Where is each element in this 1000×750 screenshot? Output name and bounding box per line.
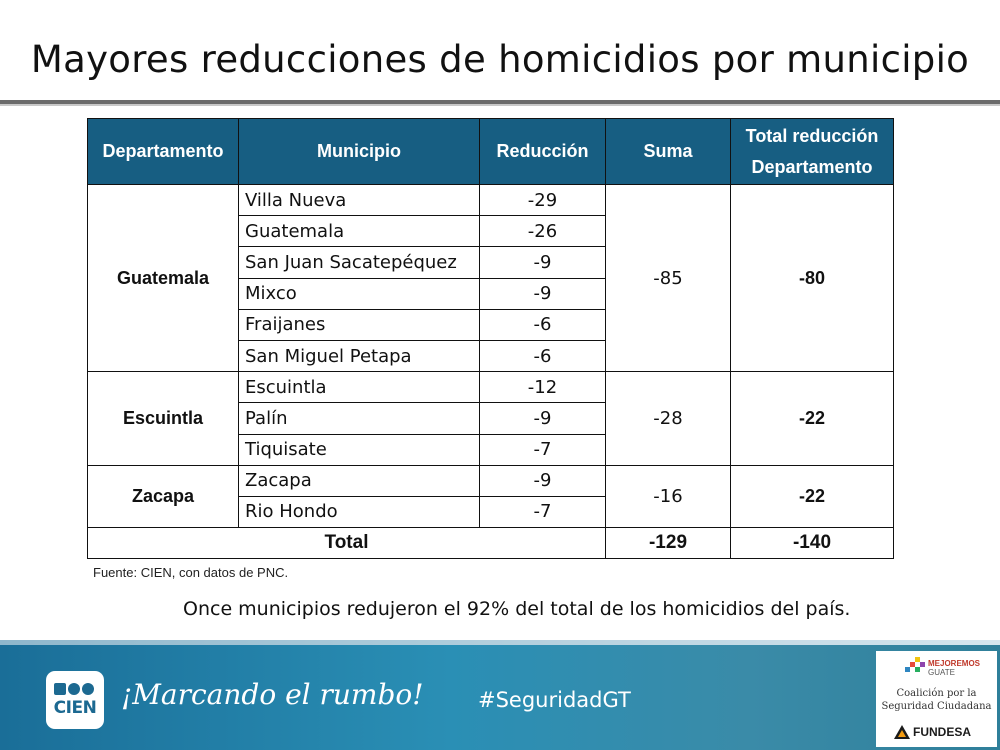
header-total-reduccion: Total reducción Departamento xyxy=(731,119,894,185)
reduccion-cell: -7 xyxy=(480,496,606,527)
municipio-cell: Villa Nueva xyxy=(239,185,480,216)
header-suma: Suma xyxy=(606,119,731,185)
source-note: Fuente: CIEN, con datos de PNC. xyxy=(93,565,289,580)
table-row xyxy=(88,465,894,496)
header-municipio: Municipio xyxy=(239,119,480,185)
homicide-reduction-table xyxy=(87,118,894,559)
total-suma: -129 xyxy=(606,528,731,559)
total-departamento-cell: -80 xyxy=(731,185,894,372)
coalicion-line2: Seguridad Ciudadana xyxy=(881,701,992,712)
table-row xyxy=(88,372,894,403)
cien-logo-text: CIEN xyxy=(53,698,97,718)
mejoremos-line2: GUATE xyxy=(928,668,955,677)
municipio-cell: Escuintla xyxy=(239,372,480,403)
table-header-row xyxy=(88,119,894,185)
suma-cell: -85 xyxy=(606,185,731,372)
municipio-cell: Tiquisate xyxy=(239,434,480,465)
cien-logo-mark xyxy=(54,682,96,696)
departamento-cell: Guatemala xyxy=(88,185,239,372)
table-row xyxy=(88,185,894,216)
mejoremos-line1: MEJOREMOS xyxy=(928,659,981,668)
municipio-cell: San Miguel Petapa xyxy=(239,340,480,371)
coalicion-line1: Coalición por la xyxy=(896,688,977,699)
departamento-cell: Zacapa xyxy=(88,465,239,527)
tagline: ¡Marcando el rumbo! xyxy=(121,678,424,711)
total-reduccion: -140 xyxy=(731,528,894,559)
reduccion-cell: -7 xyxy=(480,434,606,465)
partner-logo-box xyxy=(876,651,997,747)
header-reduccion: Reducción xyxy=(480,119,606,185)
fundesa-icon xyxy=(894,725,910,739)
municipio-cell: San Juan Sacatepéquez xyxy=(239,247,480,278)
reduccion-cell: -29 xyxy=(480,185,606,216)
suma-cell: -16 xyxy=(606,465,731,527)
departamento-cell: Escuintla xyxy=(88,372,239,466)
slide-title: Mayores reducciones de homicidios por municipio xyxy=(30,38,970,81)
fundesa-text: FUNDESA xyxy=(913,725,972,739)
mejoremos-guate-icon xyxy=(905,657,925,675)
total-row xyxy=(88,528,894,559)
municipio-cell: Zacapa xyxy=(239,465,480,496)
reduccion-cell: -6 xyxy=(480,340,606,371)
reduccion-cell: -12 xyxy=(480,372,606,403)
municipio-cell: Rio Hondo xyxy=(239,496,480,527)
reduccion-cell: -9 xyxy=(480,278,606,309)
municipio-cell: Palín xyxy=(239,403,480,434)
hashtag: #SeguridadGT xyxy=(478,688,631,712)
summary-text: Once municipios redujeron el 92% del total de los homicidios del país. xyxy=(183,598,851,620)
reduccion-cell: -9 xyxy=(480,403,606,434)
total-departamento-cell: -22 xyxy=(731,372,894,466)
total-label: Total xyxy=(88,528,606,559)
coalicion-text xyxy=(876,687,997,713)
municipio-cell: Fraijanes xyxy=(239,309,480,340)
municipio-cell: Mixco xyxy=(239,278,480,309)
mejoremos-guate-text xyxy=(928,659,980,677)
reduccion-cell: -9 xyxy=(480,247,606,278)
header-departamento: Departamento xyxy=(88,119,239,185)
reduccion-cell: -26 xyxy=(480,216,606,247)
reduccion-cell: -9 xyxy=(480,465,606,496)
suma-cell: -28 xyxy=(606,372,731,466)
municipio-cell: Guatemala xyxy=(239,216,480,247)
cien-logo xyxy=(46,671,104,729)
title-divider-shadow xyxy=(0,104,1000,106)
reduccion-cell: -6 xyxy=(480,309,606,340)
total-departamento-cell: -22 xyxy=(731,465,894,527)
